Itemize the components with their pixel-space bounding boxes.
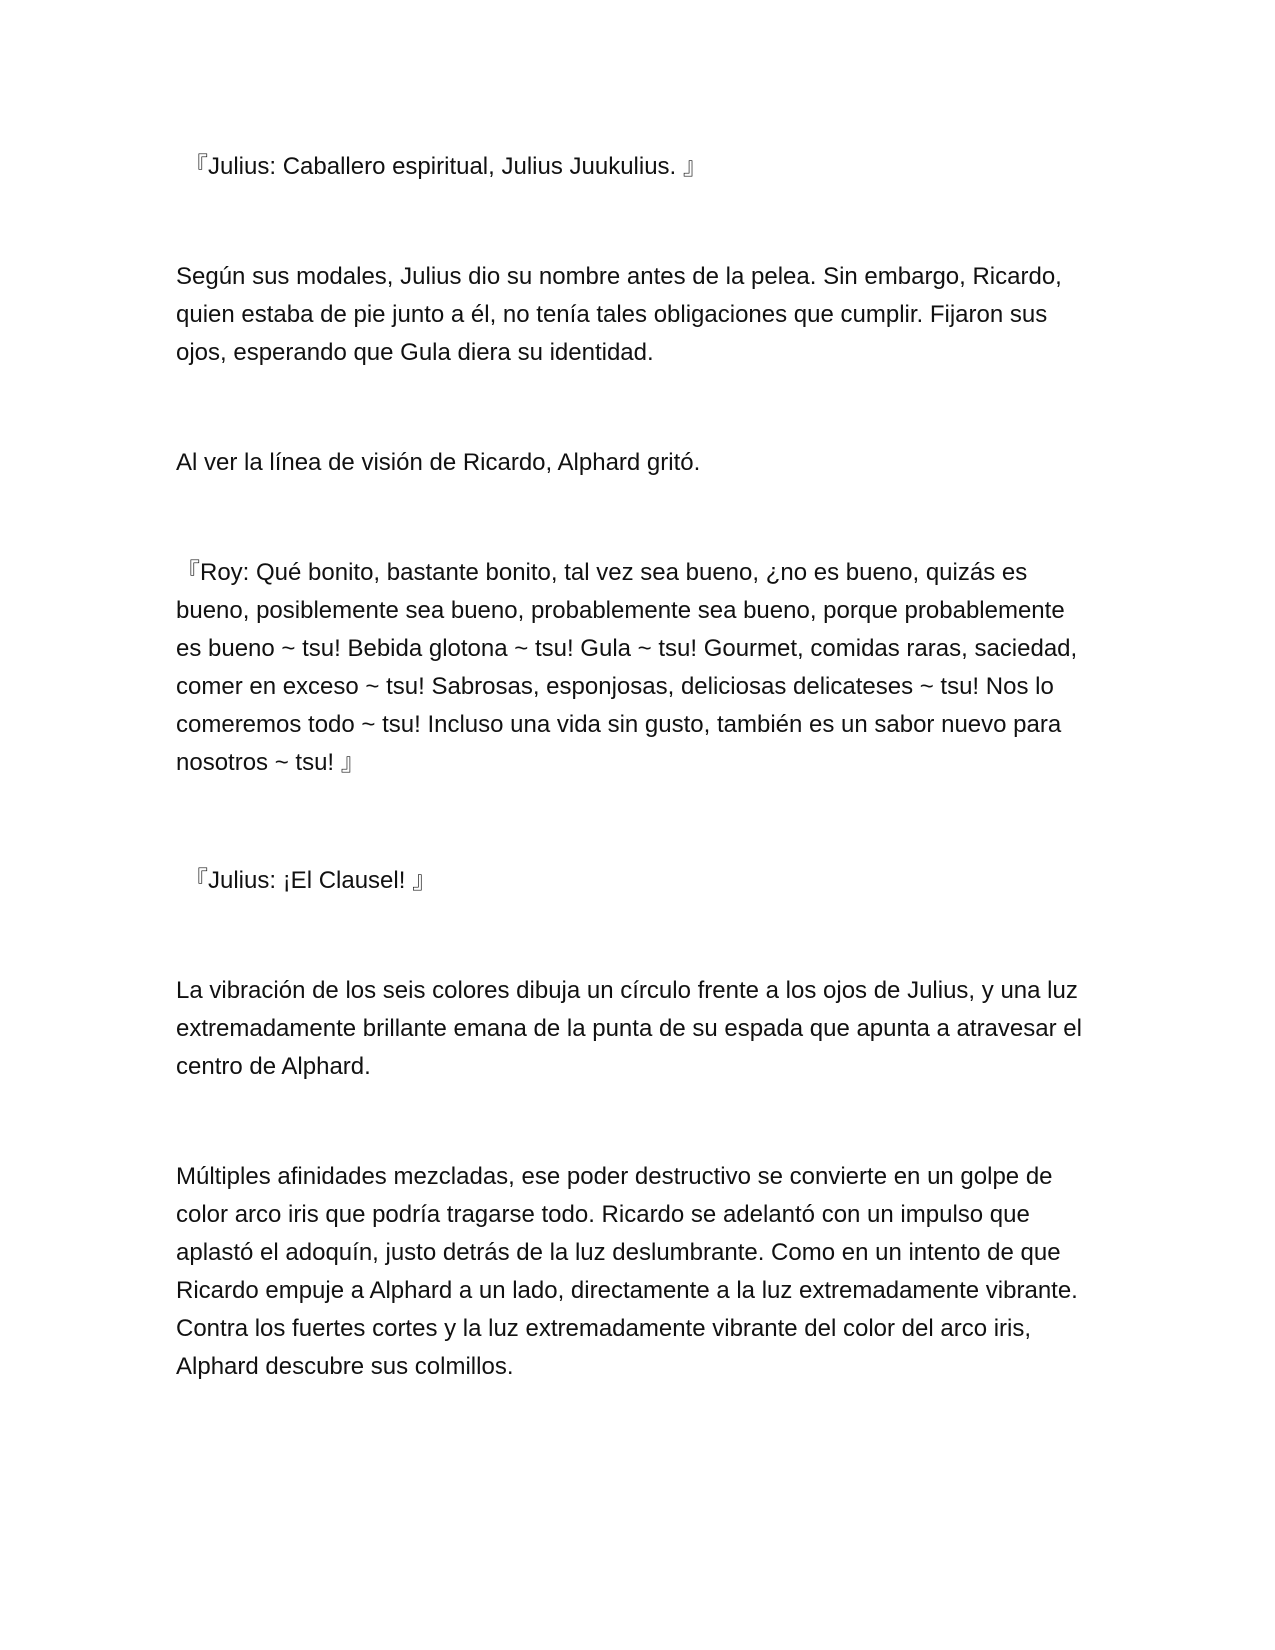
paragraph-julius-name: Según sus modales, Julius dio su nombre antes de la pelea. Sin embargo, Ricardo, quien estaba de pie junto a él, no tenía tales obligaciones que cumplir. Fijaron sus ojos, esperando que Gula diera su identidad. xyxy=(176,263,1062,366)
paragraph-rainbow-strike: Múltiples afinidades mezcladas, ese poder destructivo se convierte en un golpe de color arco iris que podría tragarse todo. Ricardo se adelantó con un impulso que aplastó el adoquín, justo detrás de la luz deslumbrante. Como en un intento de que Ricardo empuje a Alphard a un lado, directamente a la luz extremadamente vibrante. Contra los fuertes cortes y la luz extremadamente vibrante del color del arco iris, Alphard descubre sus colmillos. xyxy=(176,1163,1078,1380)
paragraph-alphard-shouted: Al ver la línea de visión de Ricardo, Alphard gritó. xyxy=(176,449,701,476)
dialogue-julius-clausel: 『Julius: ¡El Clausel! 』 xyxy=(184,867,437,894)
paragraph-six-colors: La vibración de los seis colores dibuja un círculo frente a los ojos de Julius, y una luz extremadamente brillante emana de la punta de su espada que apunta a atravesar el centro de Alphard. xyxy=(176,977,1082,1080)
dialogue-roy-speech: 『Roy: Qué bonito, bastante bonito, tal vez sea bueno, ¿no es bueno, quizás es bueno, posiblemente sea bueno, probablemente sea bueno, porque probablemente es bueno ~ tsu! Bebida glotona ~ tsu! Gula ~ tsu! Gourmet, comidas raras, saciedad, comer en exceso ~ tsu! Sabrosas, esponjosas, deliciosas delicateses ~ tsu! Nos lo comeremos todo ~ tsu! Incluso una vida sin gusto, también es un sabor nuevo para nosotros ~ tsu! 』 xyxy=(176,559,1078,776)
dialogue-julius-introduction: 『Julius: Caballero espiritual, Julius Juukulius. 』 xyxy=(184,153,707,180)
